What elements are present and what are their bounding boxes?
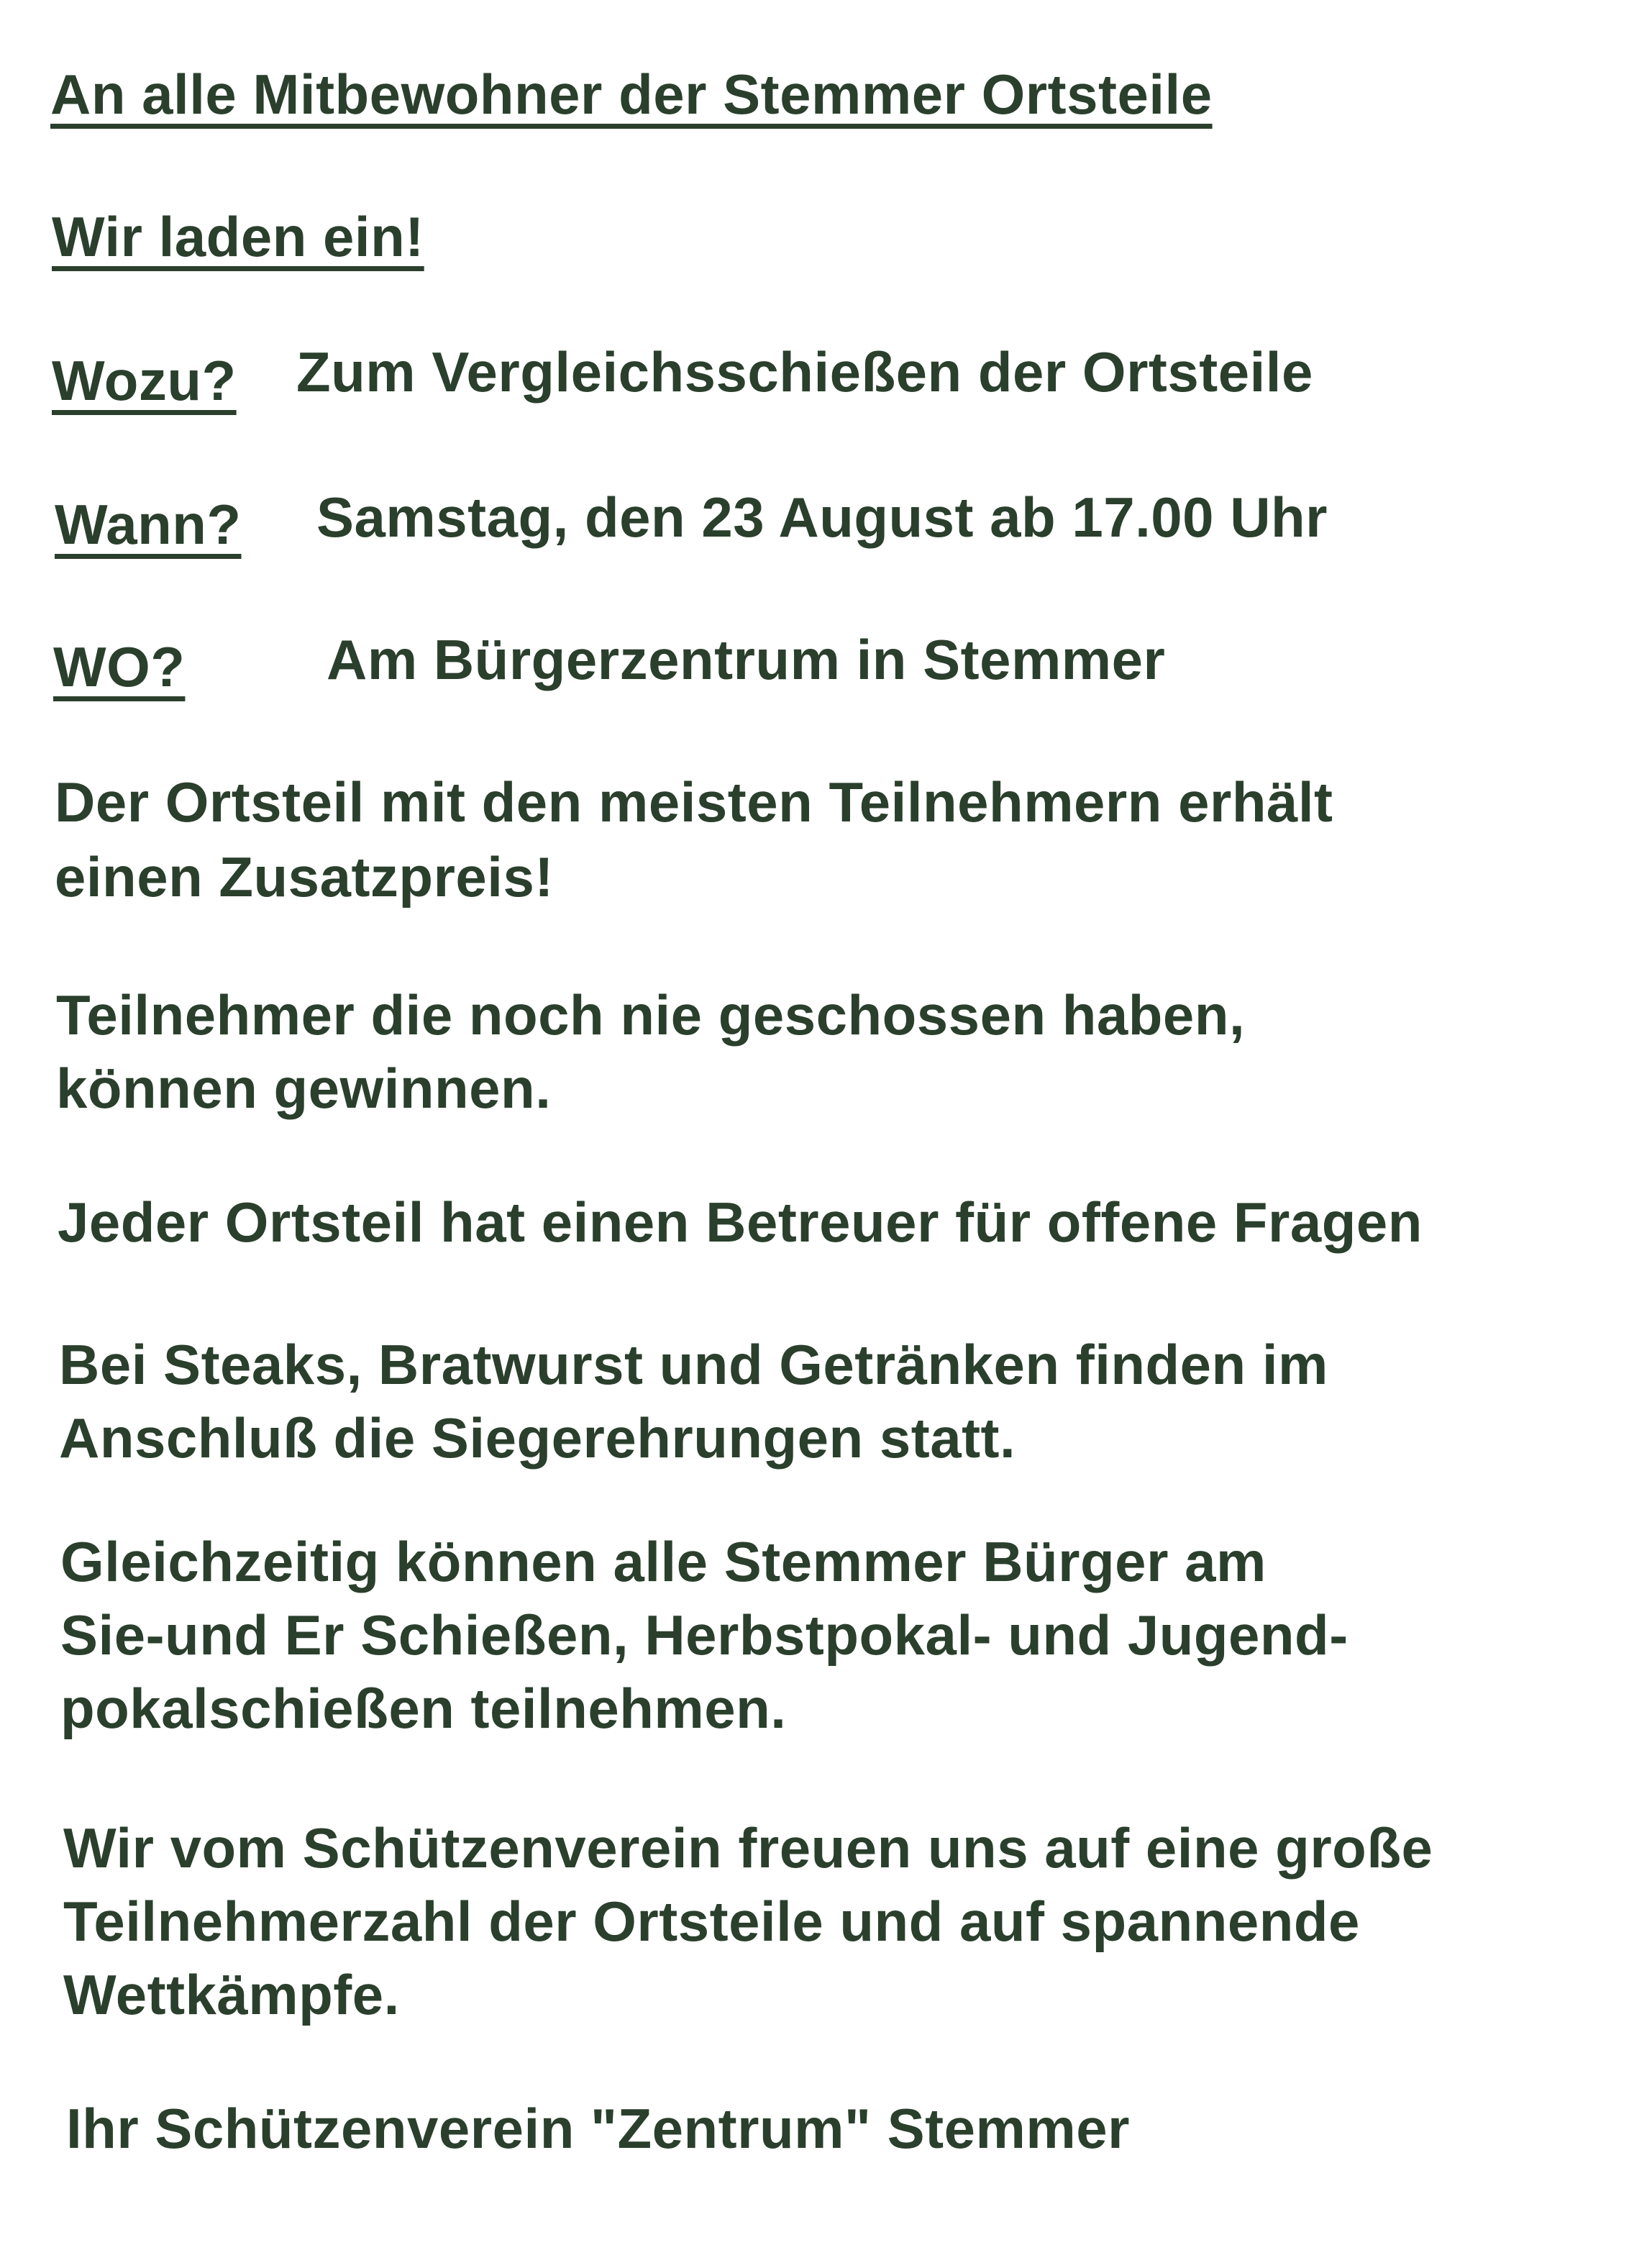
paragraph-closing-line-1: Wir vom Schützenverein freuen uns auf eine große (63, 1816, 1433, 1880)
paragraph-simultaneous-line-2: Sie-und Er Schießen, Herbstpokal- und Jugend- (60, 1603, 1348, 1667)
detail-label-wozu: Wozu? (52, 349, 237, 412)
paragraph-simultaneous-line-1: Gleichzeitig können alle Stemmer Bürger am (60, 1530, 1267, 1593)
heading: An alle Mitbewohner der Stemmer Ortsteile (50, 63, 1213, 126)
paragraph-supervisor: Jeder Ortsteil hat einen Betreuer für offene Fragen (58, 1190, 1423, 1254)
detail-value-wann: Samstag, den 23 August ab 17.00 Uhr (316, 486, 1328, 549)
detail-label-wann: Wann? (55, 493, 242, 556)
invite-line: Wir laden ein! (52, 205, 424, 268)
signature: Ihr Schützenverein "Zentrum" Stemmer (66, 2097, 1130, 2160)
detail-value-wo: Am Bürgerzentrum in Stemmer (327, 628, 1166, 691)
paragraph-beginners-line-1: Teilnehmer die noch nie geschossen haben, (56, 983, 1246, 1047)
detail-label-wo: WO? (53, 635, 186, 698)
paragraph-beginners-line-2: können gewinnen. (56, 1057, 552, 1120)
detail-value-wozu: Zum Vergleichsschießen der Ortsteile (296, 340, 1313, 404)
paragraph-closing-line-3: Wettkämpfe. (63, 1963, 400, 2026)
paragraph-prize-line-2: einen Zusatzpreis! (55, 845, 554, 908)
paragraph-food-line-2: Anschluß die Siegerehrungen statt. (59, 1406, 1016, 1470)
paragraph-simultaneous-line-3: pokalschießen teilnehmen. (60, 1677, 787, 1740)
paragraph-prize-line-1: Der Ortsteil mit den meisten Teilnehmern erhält (55, 770, 1333, 834)
paragraph-food-line-1: Bei Steaks, Bratwurst und Getränken finden im (59, 1333, 1328, 1396)
paragraph-closing-line-2: Teilnehmerzahl der Ortsteile und auf spannende (63, 1890, 1360, 1953)
